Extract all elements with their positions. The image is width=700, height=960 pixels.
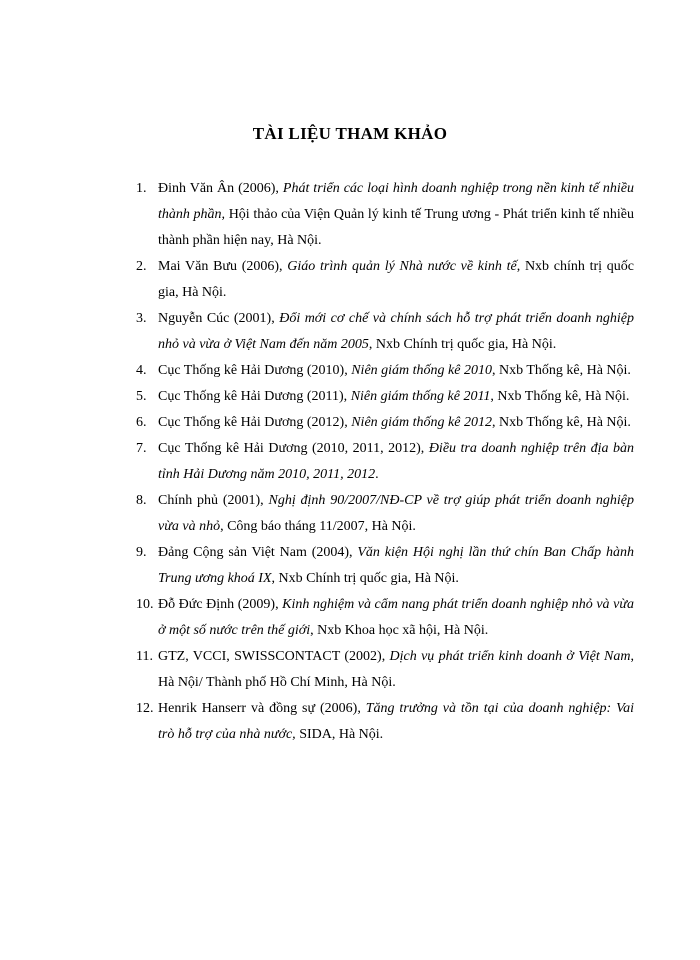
reference-author: GTZ, VCCI, SWISSCONTACT (2002), (158, 649, 390, 664)
reference-item (136, 358, 634, 384)
reference-number: 11. (136, 649, 153, 664)
reference-author: Đinh Văn Ân (2006), (158, 181, 283, 196)
reference-publisher: , Công báo tháng 11/2007, Hà Nội. (220, 519, 416, 534)
reference-title: Tăng trưởng và tồn tại của doanh nghiệp: Vai trò hỗ trợ của nhà nước, (158, 701, 635, 742)
reference-title: Đổi mới cơ chế và chính sách hỗ trợ phát triển doanh nghiệp nhỏ và vừa ở Việt Nam đến năm 2005 (158, 311, 634, 352)
reference-author: Cục Thống kê Hải Dương (2011), (158, 389, 351, 404)
reference-publisher: Hội thảo của Viện Quản lý kinh tế Trung ương - Phát triển kinh tế nhiều thành phần hiện nay, Hà Nội. (158, 207, 635, 248)
reference-title: Phát triển các loại hình doanh nghiệp trong nền kinh tế nhiều thành phần, (158, 181, 634, 222)
reference-item (136, 410, 634, 436)
reference-number: 12. (136, 701, 154, 716)
reference-number: 8. (136, 493, 147, 508)
reference-title: Dịch vụ phát triển kinh doanh ở Việt Nam (389, 649, 631, 664)
reference-title: Văn kiện Hội nghị lần thứ chín Ban Chấp hành Trung ương khoá IX (158, 545, 634, 586)
reference-number: 1. (136, 181, 147, 196)
reference-publisher: SIDA, Hà Nội. (295, 727, 384, 742)
reference-author: Cục Thống kê Hải Dương (2012), (158, 415, 352, 430)
reference-publisher: , Nxb Thống kê, Hà Nội. (490, 389, 630, 404)
reference-publisher: , Nxb Thống kê, Hà Nội. (491, 415, 631, 430)
reference-number: 7. (136, 441, 147, 456)
reference-list (136, 176, 634, 748)
reference-publisher: , Nxb Chính trị quốc gia, Hà Nội. (368, 337, 557, 352)
reference-author: Đỗ Đức Định (2009), (158, 597, 283, 612)
reference-number: 5. (136, 389, 147, 404)
reference-number: 10. (136, 597, 154, 612)
reference-author: Đảng Cộng sản Việt Nam (2004), (158, 545, 358, 560)
reference-title: Giáo trình quản lý Nhà nước về kinh tế (287, 259, 517, 274)
reference-author: Mai Văn Bưu (2006), (158, 259, 288, 274)
reference-title: Nghị định 90/2007/NĐ-CP về trợ giúp phát triển doanh nghiệp vừa và nhỏ (158, 493, 634, 534)
reference-title: Điều tra doanh nghiệp trên địa bàn tỉnh Hải Dương năm 2010, 2011, 2012 (158, 441, 634, 482)
reference-publisher: , Nxb Khoa học xã hội, Hà Nội. (310, 623, 489, 638)
reference-publisher: , Hà Nội/ Thành phố Hồ Chí Minh, Hà Nội. (158, 649, 634, 690)
reference-item (136, 488, 634, 540)
reference-number: 4. (136, 363, 147, 378)
reference-number: 6. (136, 415, 147, 430)
reference-number: 9. (136, 545, 147, 560)
reference-publisher: , Nxb Chính trị quốc gia, Hà Nội. (271, 571, 459, 586)
reference-title: Niên giám thống kê 2012 (351, 415, 492, 430)
reference-publisher: , Nxb chính trị quốc gia, Hà Nội. (158, 259, 634, 300)
reference-publisher: . (375, 467, 379, 482)
reference-title: Kinh nghiệm và cẩm nang phát triển doanh nghiệp nhỏ và vừa ở một số nước trên thế giới (158, 597, 634, 638)
reference-item (136, 592, 634, 644)
reference-item (136, 696, 634, 748)
reference-number: 2. (136, 259, 147, 274)
reference-item (136, 306, 634, 358)
reference-title: Niên giám thống kê 2011 (350, 389, 491, 404)
reference-number: 3. (136, 311, 147, 326)
page-title: TÀI LIỆU THAM KHẢO (252, 124, 448, 143)
reference-item (136, 254, 634, 306)
reference-author: Chính phủ (2001), (158, 493, 269, 508)
reference-author: Cục Thống kê Hải Dương (2010), (158, 363, 352, 378)
reference-item (136, 384, 634, 410)
reference-author: Cục Thống kê Hải Dương (2010, 2011, 2012), (158, 441, 429, 456)
reference-publisher: , Nxb Thống kê, Hà Nội. (491, 363, 631, 378)
reference-item (136, 176, 634, 254)
reference-item (136, 540, 634, 592)
reference-author: Henrik Hanserr và đồng sự (2006), (158, 701, 366, 716)
reference-item (136, 436, 634, 488)
reference-item (136, 644, 634, 696)
reference-author: Nguyễn Cúc (2001), (158, 311, 280, 326)
reference-title: Niên giám thống kê 2010 (351, 363, 492, 378)
